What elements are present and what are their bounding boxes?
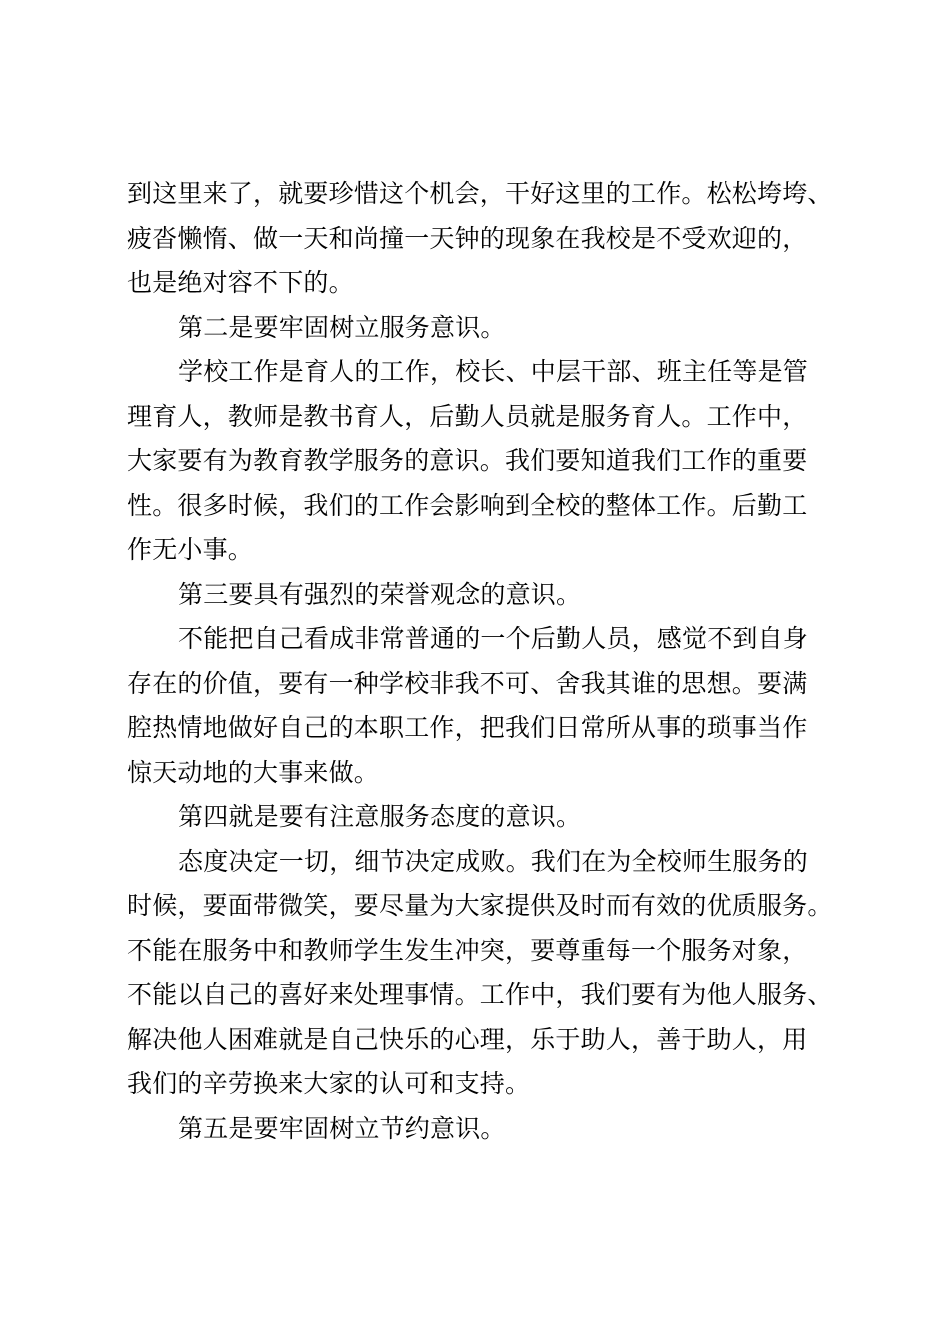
section-heading: 第五是要牢固树立节约意识。	[178, 1113, 506, 1143]
text-line: 惊天动地的大事来做。	[127, 757, 380, 787]
text-line: 我们的辛劳换来大家的认可和支持。	[127, 1069, 531, 1098]
paragraph-start-line: 学校工作是育人的工作，校长、中层干部、班主任等是管	[178, 357, 809, 386]
section-heading: 第二是要牢固树立服务意识。	[178, 312, 506, 342]
paragraph-start-line: 态度决定一切，细节决定成败。我们在为全校师生服务的	[178, 846, 809, 876]
document-body	[127, 172, 847, 1151]
text-line: 腔热情地做好自己的本职工作，把我们日常所从事的琐事当作	[127, 713, 808, 742]
text-line: 性。很多时候，我们的工作会影响到全校的整体工作。后勤工	[127, 490, 808, 520]
text-line: 也是绝对容不下的。	[127, 268, 354, 297]
text-line: 时候，要面带微笑，要尽量为大家提供及时而有效的优质服务。	[127, 891, 833, 920]
section-heading: 第四就是要有注意服务态度的意识。	[178, 802, 582, 831]
text-line: 理育人，教师是教书育人，后勤人员就是服务育人。工作中，	[127, 401, 808, 431]
text-line: 不能以自己的喜好来处理事情。工作中，我们要有为他人服务、	[127, 980, 833, 1009]
paragraph-start-line: 不能把自己看成非常普通的一个后勤人员，感觉不到自身	[178, 624, 809, 653]
text-line: 到这里来了，就要珍惜这个机会，干好这里的工作。松松垮垮、	[127, 179, 833, 208]
section-heading: 第三要具有强烈的荣誉观念的意识。	[178, 579, 582, 609]
text-line: 疲沓懒惰、做一天和尚撞一天钟的现象在我校是不受欢迎的，	[127, 223, 808, 253]
text-line: 解决他人困难就是自己快乐的心理，乐于助人，善于助人，用	[127, 1024, 808, 1054]
text-line: 大家要有为教育教学服务的意识。我们要知道我们工作的重要	[127, 446, 808, 475]
text-line: 不能在服务中和教师学生发生冲突，要尊重每一个服务对象，	[127, 935, 808, 965]
text-line: 存在的价值，要有一种学校非我不可、舍我其谁的思想。要满	[127, 668, 808, 698]
text-line: 作无小事。	[127, 535, 254, 564]
